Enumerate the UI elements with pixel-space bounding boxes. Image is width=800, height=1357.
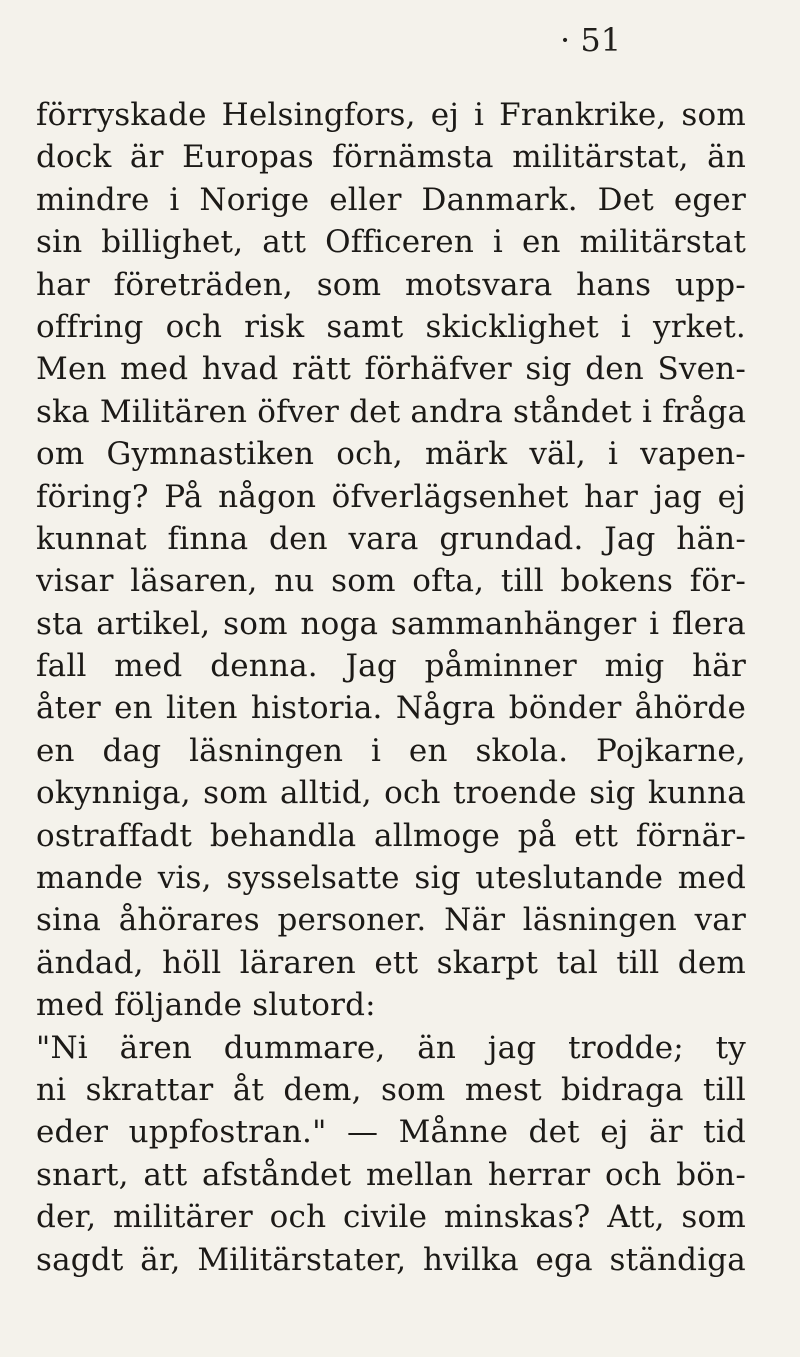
- text-line: fall med denna. Jag påminner mig här: [36, 648, 746, 685]
- text-line: mindre i Norige eller Danmark. Det eger: [36, 181, 746, 218]
- text-line: föring? På någon öfverlägsenhet har jag ej: [36, 478, 746, 515]
- text-line: en dag läsningen i en skola. Pojkarne,: [36, 732, 746, 769]
- text-line: okynniga, som alltid, och troende sig kunna: [36, 775, 746, 812]
- body-text: [36, 94, 746, 1281]
- text-line: ni skrattar åt dem, som mest bidraga till: [36, 1071, 746, 1108]
- text-line: kunnat finna den vara grundad. Jag hän-: [36, 520, 746, 557]
- text-line: sina åhörares personer. När läsningen var: [36, 902, 746, 939]
- text-line: ostraffadt behandla allmoge på ett förnär-: [36, 817, 746, 854]
- text-line: förryskade Helsingfors, ej i Frankrike, som: [36, 97, 746, 133]
- text-line: der, militärer och civile minskas? Att, som: [36, 1199, 746, 1236]
- text-line: ska Militären öfver det andra ståndet i fråga: [36, 393, 746, 430]
- text-line: mande vis, sysselsatte sig uteslutande med: [36, 860, 746, 897]
- text-line: eder uppfostran." — Månne det ej är tid: [36, 1114, 746, 1151]
- text-line: sta artikel, som noga sammanhänger i flera: [36, 605, 746, 642]
- text-line: snart, att afståndet mellan herrar och bön-: [36, 1156, 746, 1193]
- text-line: med följande slutord:: [36, 987, 376, 1024]
- text-line: åter en liten historia. Några bönder åhörde: [36, 690, 746, 727]
- page-number: · 51: [560, 21, 622, 59]
- text-line: sagdt är, Militärstater, hvilka ega ständiga: [36, 1241, 746, 1278]
- text-line: Men med hvad rätt förhäfver sig den Sven-: [36, 351, 746, 388]
- text-line: sin billighet, att Officeren i en militärstat: [36, 224, 746, 261]
- text-line: har företräden, som motsvara hans upp-: [36, 266, 746, 303]
- text-line: "Ni ären dummare, än jag trodde; ty: [36, 1029, 746, 1066]
- text-line: offring och risk samt skicklighet i yrket.: [36, 308, 746, 345]
- text-line: ändad, höll läraren ett skarpt tal till dem: [36, 944, 746, 981]
- text-line: om Gymnastiken och, märk väl, i vapen-: [36, 436, 746, 473]
- text-line: dock är Europas förnämsta militärstat, än: [36, 139, 746, 176]
- text-line: visar läsaren, nu som ofta, till bokens för-: [36, 563, 746, 600]
